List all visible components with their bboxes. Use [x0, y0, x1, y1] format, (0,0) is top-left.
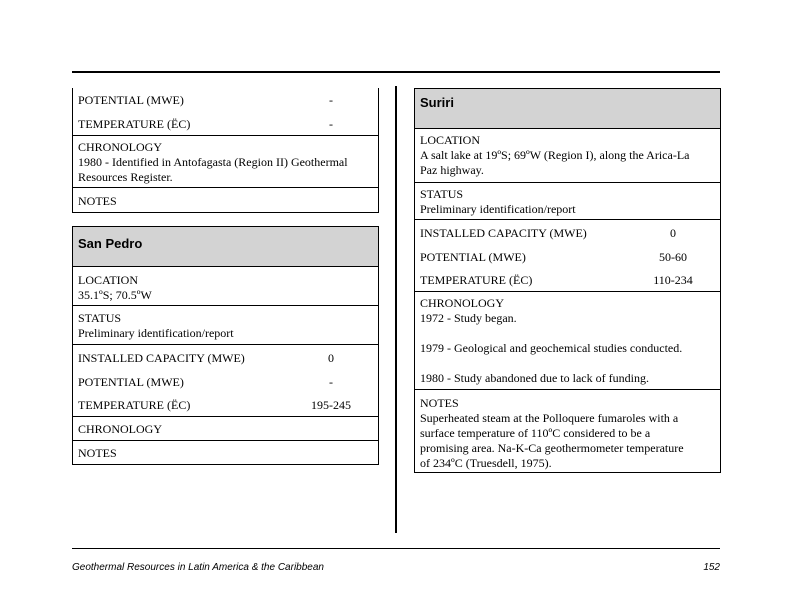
location-line-2: Paz highway. — [420, 163, 484, 177]
status-row — [415, 183, 720, 220]
potential-value: - — [329, 93, 333, 107]
temperature-label: TEMPERATURE (ЁC) — [78, 398, 191, 412]
chronology-label: CHRONOLOGY — [78, 140, 162, 154]
san-pedro-header — [73, 227, 378, 267]
location-label: LOCATION — [78, 273, 138, 287]
column-divider — [395, 86, 397, 533]
chronology-row — [73, 136, 378, 188]
status-label: STATUS — [78, 311, 122, 325]
notes-row — [415, 390, 720, 472]
temperature-row — [73, 112, 378, 136]
chronology-row — [73, 417, 378, 441]
chronology-label: CHRONOLOGY — [420, 296, 504, 310]
notes-line-1: Superheated steam at the Polloquere fumaroles with a — [420, 411, 679, 425]
top-rule — [72, 71, 720, 73]
san-pedro-title: San Pedro — [78, 236, 143, 251]
potential-value: - — [329, 375, 333, 389]
temperature-value: - — [329, 117, 333, 131]
potential-label: POTENTIAL (MWE) — [420, 250, 526, 264]
footer-title: Geothermal Resources in Latin America & the Caribbean — [72, 562, 324, 573]
notes-line-3: promising area. Na-K-Ca geothermometer temperature — [420, 441, 684, 455]
status-text: Preliminary identification/report — [78, 326, 234, 340]
chronology-entry-1972: 1972 - Study began. — [420, 311, 517, 325]
notes-label: NOTES — [78, 446, 117, 460]
notes-row — [73, 441, 378, 464]
temperature-row — [415, 268, 720, 292]
potential-row — [73, 88, 378, 112]
installed-capacity-label: INSTALLED CAPACITY (MWE) — [420, 226, 587, 240]
potential-row — [415, 244, 720, 268]
potential-row — [73, 369, 378, 393]
potential-label: POTENTIAL (MWE) — [78, 375, 184, 389]
suriri-table — [414, 88, 721, 473]
status-label: STATUS — [420, 187, 464, 201]
temperature-row — [73, 393, 378, 417]
notes-line-2: surface temperature of 110ºC considered to be a — [420, 426, 651, 440]
chronology-label: CHRONOLOGY — [78, 422, 162, 436]
installed-capacity-label: INSTALLED CAPACITY (MWE) — [78, 351, 245, 365]
suriri-header — [415, 89, 720, 129]
installed-capacity-value: 0 — [670, 226, 676, 240]
temperature-label: TEMPERATURE (ЁC) — [420, 273, 533, 287]
location-line-1: A salt lake at 19ºS; 69ºW (Region I), along the Arica-La — [420, 148, 690, 162]
continued-table — [72, 88, 379, 213]
location-row — [415, 129, 720, 183]
status-text: Preliminary identification/report — [420, 202, 576, 216]
potential-label: POTENTIAL (MWE) — [78, 93, 184, 107]
location-label: LOCATION — [420, 133, 480, 147]
chronology-entry-1980: 1980 - Study abandoned due to lack of funding. — [420, 371, 649, 385]
status-row — [73, 306, 378, 345]
notes-label: NOTES — [420, 396, 459, 410]
temperature-value: 195-245 — [311, 398, 351, 412]
potential-value: 50-60 — [659, 250, 687, 264]
chronology-text: 1980 - Identified in Antofagasta (Region II) Geothermal Resources Register. — [78, 155, 348, 184]
notes-row — [73, 188, 378, 212]
temperature-value: 110-234 — [653, 273, 693, 287]
page-number: 152 — [703, 562, 720, 573]
bottom-rule — [72, 548, 720, 549]
temperature-label: TEMPERATURE (ЁC) — [78, 117, 191, 131]
suriri-title: Suriri — [420, 95, 454, 110]
location-text: 35.1ºS; 70.5ºW — [78, 288, 152, 302]
location-row — [73, 267, 378, 306]
notes-label: NOTES — [78, 194, 117, 208]
installed-capacity-row — [73, 345, 378, 369]
installed-capacity-value: 0 — [328, 351, 334, 365]
installed-capacity-row — [415, 220, 720, 244]
san-pedro-table — [72, 226, 379, 465]
chronology-entry-1979: 1979 - Geological and geochemical studies conducted. — [420, 341, 683, 355]
chronology-row — [415, 292, 720, 390]
notes-line-4: of 234ºC (Truesdell, 1975). — [420, 456, 552, 470]
